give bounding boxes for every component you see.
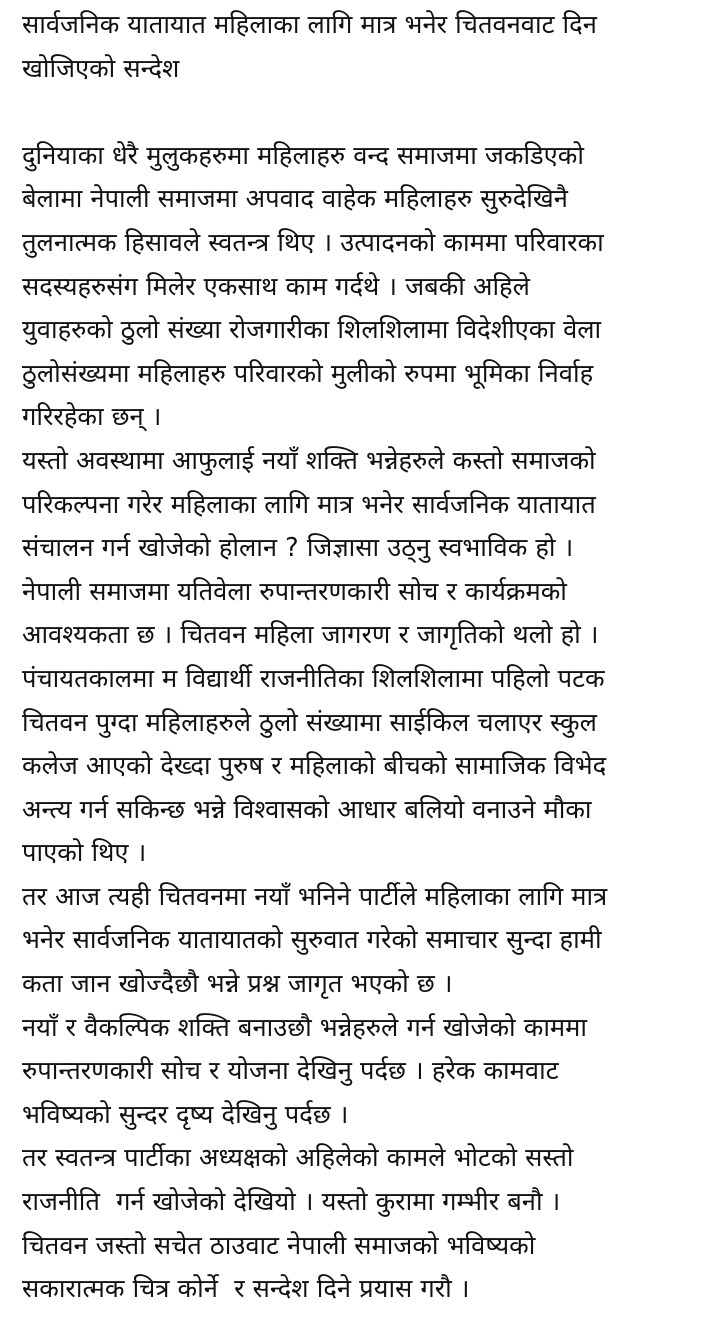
body-line: ठुलोसंख्यमा महिलाहरु परिवारको मुलीको रुपमा भूमिका निर्वाह (22, 358, 594, 389)
body-line: नयाँ र वैकल्पिक शक्ति बनाउछौ भन्नेहरुले गर्न खोजेको काममा (22, 1012, 588, 1043)
body-line: राजनीति गर्न खोजेको देखियो । यस्तो कुरामा गम्भीर बनौ । (22, 1187, 561, 1218)
body-line: कता जान खोज्दैछौ भन्ने प्रश्न जागृत भएको छ । (22, 969, 453, 1000)
body-line: गरिरहेका छन् । (22, 402, 162, 433)
article-title (22, 4, 712, 91)
title-line: सार्वजनिक यातायात महिलाका लागि मात्र भनेर चितवनवाट दिन (22, 10, 597, 40)
body-line: भविष्यको सुन्दर दृष्य देखिनु पर्दछ । (22, 1099, 349, 1130)
body-line: नेपाली समाजमा यतिवेला रुपान्तरणकारी सोच र कार्यक्रमको (22, 576, 567, 607)
body-line: युवाहरुको ठुलो संख्या रोजगारीका शिलशिलामा विदेशीएका वेला (22, 315, 602, 346)
body-line: रुपान्तरणकारी सोच र योजना देखिनु पर्दछ । हरेक कामवाट (22, 1056, 559, 1087)
body-line: तुलनात्मक हिसावले स्वतन्त्र थिए । उत्पादनको काममा परिवारका (22, 227, 604, 258)
body-line: पाएको थिए । (22, 838, 147, 869)
body-line: चितवन पुग्दा महिलाहरुले ठुलो संख्यामा साईकिल चलाएर स्कुल (22, 707, 597, 738)
body-line: भनेर सार्वजनिक यातायातको सुरुवात गरेको समाचार सुन्दा हामी (22, 925, 602, 956)
body-line: तर आज त्यही चितवनमा नयाँ भनिने पार्टीले महिलाका लागि मात्र (22, 881, 608, 912)
article-body (22, 135, 712, 1312)
body-line: तर स्वतन्त्र पार्टीका अध्यक्षको अहिलेको कामले भोटको सस्तो (22, 1143, 574, 1174)
body-line: यस्तो अवस्थामा आफुलाई नयाँ शक्ति भन्नेहरुले कस्तो समाजको (22, 445, 596, 476)
paragraph-gap (22, 91, 712, 135)
body-line: परिकल्पना गरेर महिलाका लागि मात्र भनेर सार्वजनिक यातायात (22, 489, 596, 520)
title-line: खोजिएको सन्देश (22, 53, 180, 84)
body-line: सकारात्मक चित्र कोर्ने र सन्देश दिने प्रयास गरौ । (22, 1274, 470, 1305)
body-line: अन्त्य गर्न सकिन्छ भन्ने विश्वासको आधार बलियो वनाउने मौका (22, 794, 592, 825)
article (22, 4, 712, 1312)
body-line: दुनियाका धेरै मुलुकहरुमा महिलाहरु वन्द समाजमा जकडिएको (22, 140, 584, 171)
body-line: सदस्यहरुसंग मिलेर एकसाथ काम गर्दथे । जबकी अहिले (22, 271, 530, 302)
body-line: कलेज आएको देख्दा पुरुष र महिलाको बीचको सामाजिक विभेद (22, 751, 607, 782)
body-line: बेलामा नेपाली समाजमा अपवाद वाहेक महिलाहरु सुरुदेखिनै (22, 184, 568, 215)
body-line: आवश्यकता छ । चितवन महिला जागरण र जागृतिको थलो हो । (22, 620, 599, 651)
body-line: चितवन जस्तो सचेत ठाउवाट नेपाली समाजको भविष्यको (22, 1230, 536, 1261)
body-line: पंचायतकालमा म विद्यार्थी राजनीतिका शिलशिलामा पहिलो पटक (22, 663, 605, 694)
body-line: संचालन गर्न खोजेको होलान ? जिज्ञासा उठ्नु स्वभाविक हो । (22, 533, 574, 564)
